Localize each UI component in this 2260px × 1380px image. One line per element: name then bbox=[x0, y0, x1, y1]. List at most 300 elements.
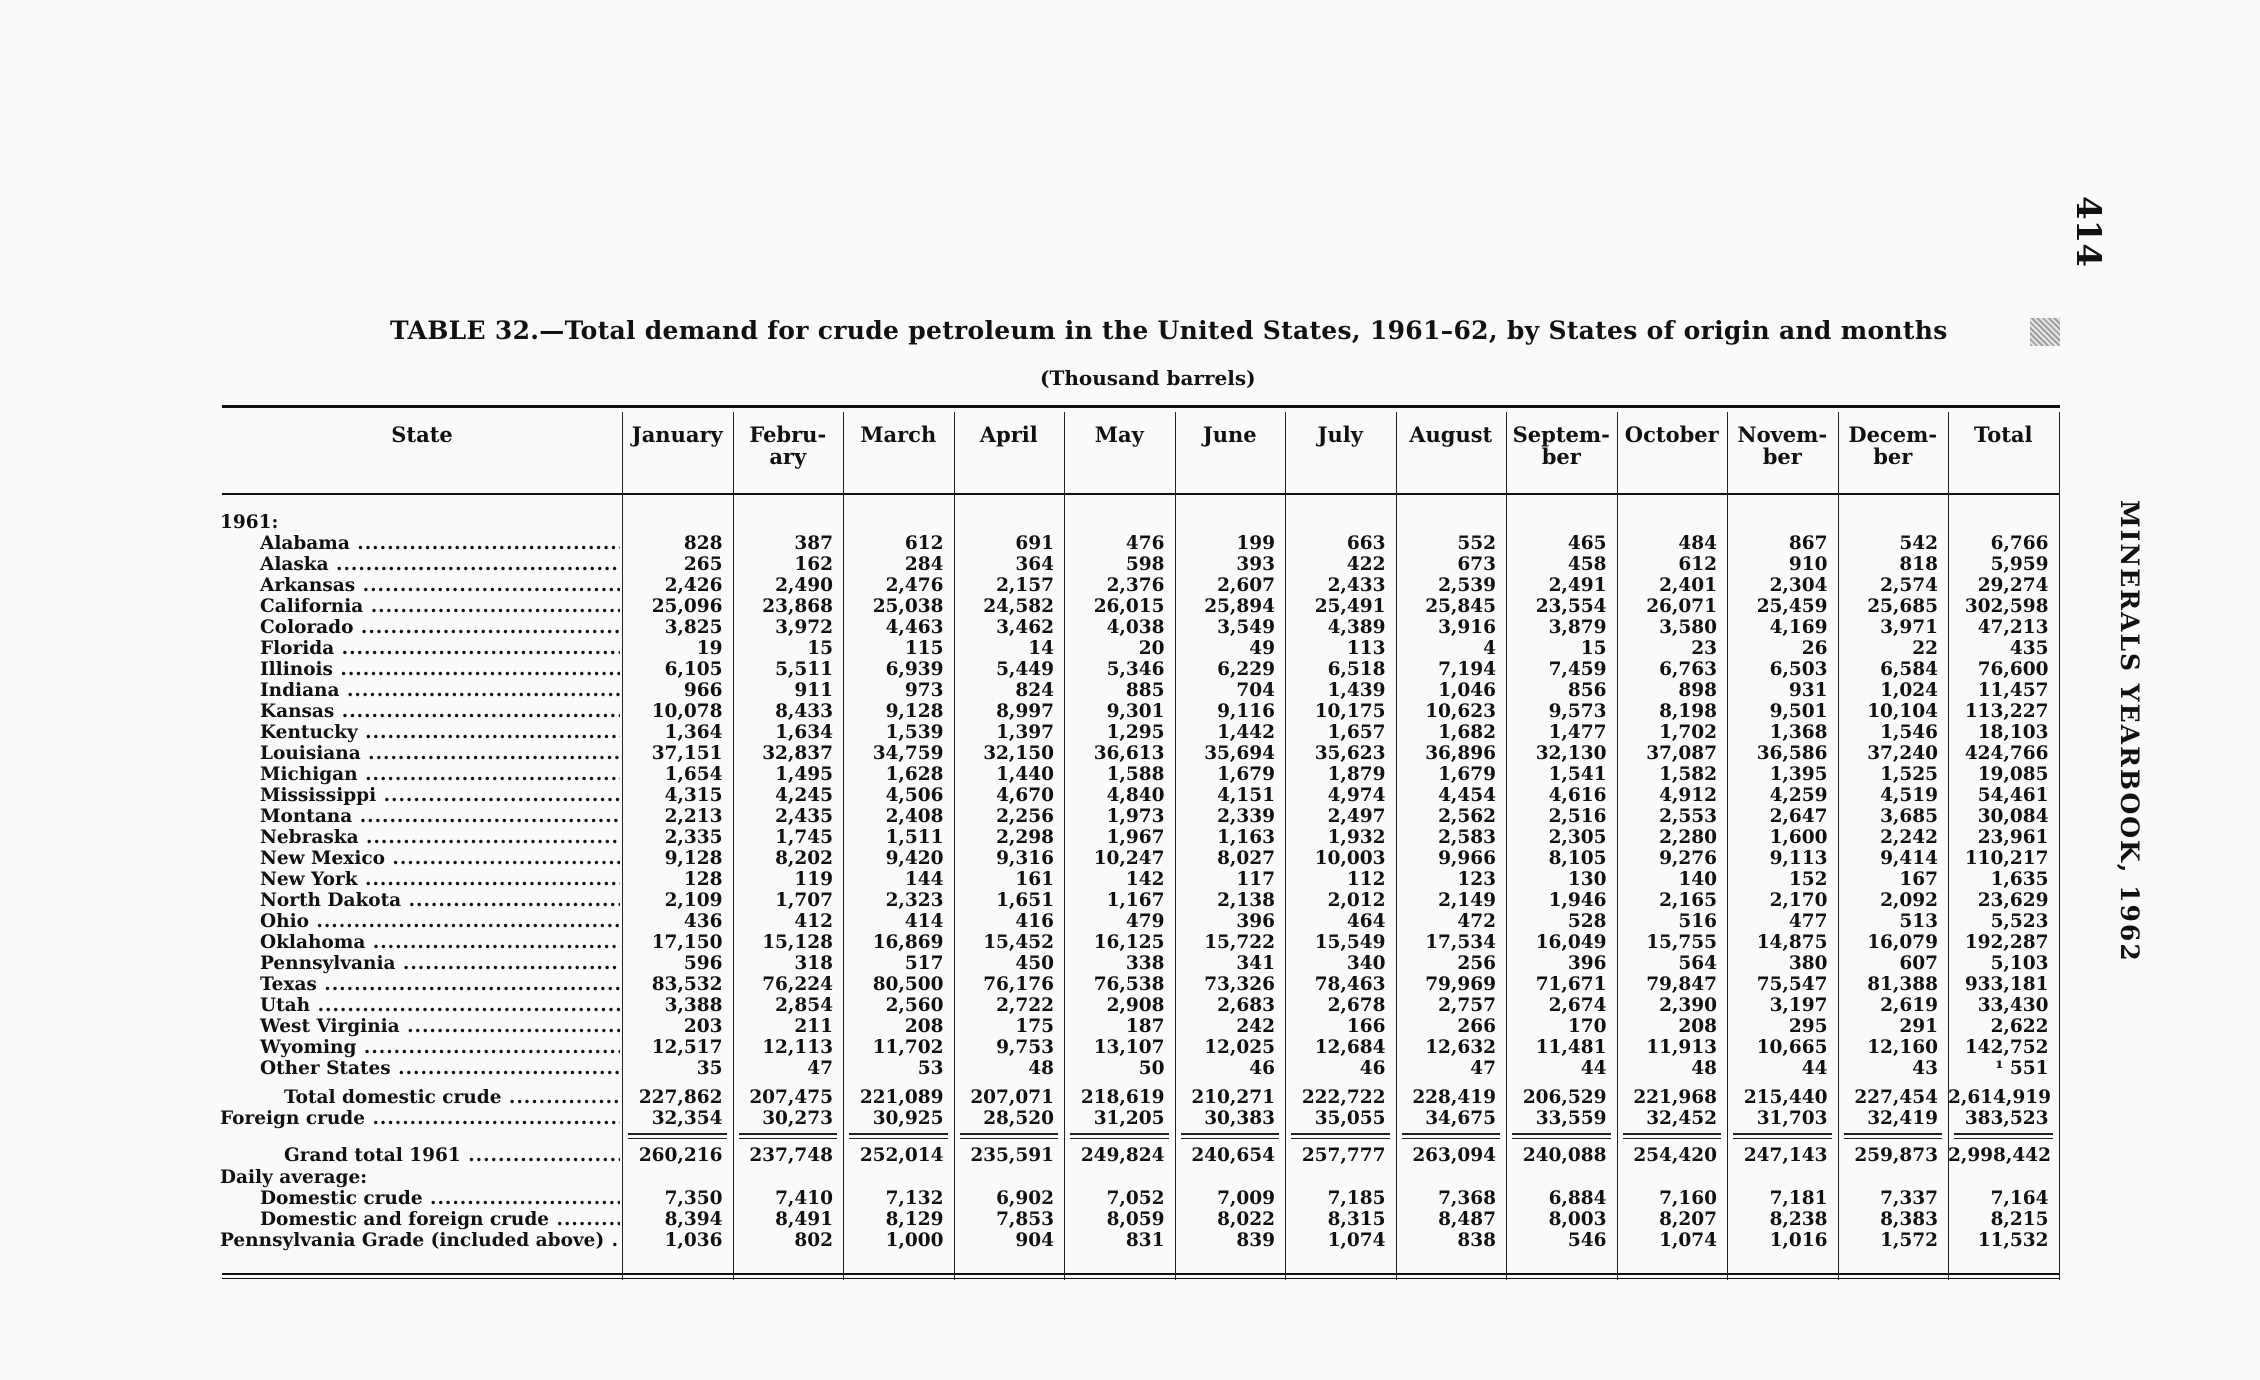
cell-value: 19 bbox=[696, 638, 723, 659]
table-row bbox=[220, 806, 2060, 827]
cell-value: 2,560 bbox=[885, 995, 944, 1016]
cell-value: 824 bbox=[1015, 680, 1054, 701]
cell-value: 8,202 bbox=[775, 848, 833, 869]
header-month: Decem- ber bbox=[1848, 422, 1938, 469]
cell-value: 7,052 bbox=[1106, 1188, 1165, 1209]
cell-value: 2,908 bbox=[1106, 995, 1165, 1016]
cell-value: 28,520 bbox=[983, 1108, 1054, 1129]
header-state: State bbox=[391, 422, 453, 447]
row-label: Texas bbox=[260, 974, 317, 995]
cell-value: 340 bbox=[1346, 953, 1386, 974]
table-row bbox=[220, 1108, 2060, 1129]
cell-value: 5,523 bbox=[1990, 911, 2049, 932]
cell-value: 30,925 bbox=[872, 1108, 944, 1129]
cell-value: 2,435 bbox=[775, 806, 833, 827]
cell-value: 4,315 bbox=[664, 785, 723, 806]
table-row bbox=[220, 974, 2060, 995]
cell-value: 2,280 bbox=[1659, 827, 1717, 848]
cell-value: 206,529 bbox=[1522, 1087, 1607, 1108]
cell-value: 22 bbox=[1912, 638, 1938, 659]
cell-value: 240,088 bbox=[1522, 1145, 1607, 1166]
table-row bbox=[220, 638, 2060, 659]
cell-value: 1,657 bbox=[1327, 722, 1386, 743]
cell-value: 911 bbox=[794, 680, 833, 701]
cell-value: 266 bbox=[1457, 1016, 1496, 1037]
cell-value: 47 bbox=[807, 1058, 833, 1079]
cell-value: 19,085 bbox=[1977, 764, 2049, 785]
sum-rule bbox=[960, 1138, 1059, 1139]
cell-value: 215,440 bbox=[1743, 1087, 1828, 1108]
cell-value: 35,623 bbox=[1314, 743, 1386, 764]
sum-rule bbox=[1623, 1133, 1722, 1135]
sum-rule bbox=[1291, 1138, 1390, 1139]
cell-value: 36,613 bbox=[1093, 743, 1165, 764]
table-unit: (Thousand barrels) bbox=[1040, 366, 1256, 390]
cell-value: 6,503 bbox=[1769, 659, 1828, 680]
sum-rule bbox=[1512, 1138, 1611, 1139]
sum-rule bbox=[1954, 1138, 2053, 1139]
cell-value: 465 bbox=[1567, 533, 1607, 554]
row-label: California bbox=[260, 596, 364, 617]
cell-value: 1,074 bbox=[1659, 1230, 1717, 1251]
cell-value: 8,394 bbox=[664, 1209, 723, 1230]
header-month: March bbox=[860, 422, 937, 447]
cell-value: 7,194 bbox=[1438, 659, 1496, 680]
cell-value: 8,383 bbox=[1880, 1209, 1938, 1230]
cell-value: 15,128 bbox=[762, 932, 833, 953]
cell-value: 13,107 bbox=[1093, 1037, 1165, 1058]
cell-value: 11,913 bbox=[1646, 1037, 1717, 1058]
cell-value: 7,181 bbox=[1769, 1188, 1828, 1209]
cell-value: 35,694 bbox=[1204, 743, 1275, 764]
cell-value: 8,215 bbox=[1990, 1209, 2049, 1230]
table-title: TABLE 32.—Total demand for crude petroleum in the United States, 1961–62, by States of origin and months bbox=[390, 316, 1948, 345]
leader-dots bbox=[340, 680, 621, 701]
cell-value: 2,607 bbox=[1217, 575, 1275, 596]
cell-value: 8,003 bbox=[1548, 1209, 1607, 1230]
cell-value: 1,654 bbox=[664, 764, 723, 785]
cell-value: 3,388 bbox=[664, 995, 723, 1016]
cell-value: 112 bbox=[1346, 869, 1386, 890]
cell-value: 30,383 bbox=[1204, 1108, 1275, 1129]
cell-value: 2,298 bbox=[996, 827, 1054, 848]
row-label: Daily average: bbox=[220, 1167, 368, 1188]
cell-value: 2,678 bbox=[1327, 995, 1386, 1016]
cell-value: 2,553 bbox=[1659, 806, 1717, 827]
sum-rule bbox=[1844, 1138, 1943, 1139]
cell-value: 76,224 bbox=[762, 974, 833, 995]
cell-value: 612 bbox=[1678, 554, 1717, 575]
cell-value: 2,109 bbox=[664, 890, 723, 911]
cell-value: 34,675 bbox=[1425, 1108, 1496, 1129]
cell-value: 517 bbox=[904, 953, 944, 974]
cell-value: 393 bbox=[1236, 554, 1275, 575]
cell-value: 2,335 bbox=[664, 827, 723, 848]
table-row bbox=[220, 596, 2060, 617]
cell-value: 704 bbox=[1236, 680, 1275, 701]
table-row bbox=[220, 1016, 2060, 1037]
cell-value: 23,554 bbox=[1535, 596, 1607, 617]
row-label: Total domestic crude bbox=[284, 1087, 502, 1108]
cell-value: 237,748 bbox=[749, 1145, 833, 1166]
table-row bbox=[220, 1188, 2060, 1209]
cell-value: 16,049 bbox=[1535, 932, 1607, 953]
cell-value: 528 bbox=[1567, 911, 1607, 932]
cell-value: 2,213 bbox=[664, 806, 723, 827]
cell-value: 110,217 bbox=[1964, 848, 2049, 869]
cell-value: 898 bbox=[1678, 680, 1717, 701]
header-month: May bbox=[1094, 422, 1144, 447]
cell-value: 254,420 bbox=[1633, 1145, 1717, 1166]
cell-value: 2,647 bbox=[1769, 806, 1828, 827]
leader-dots bbox=[365, 1108, 620, 1129]
cell-value: 43 bbox=[1912, 1058, 1938, 1079]
table-row bbox=[220, 911, 2060, 932]
cell-value: 1,572 bbox=[1880, 1230, 1938, 1251]
cell-value: 221,968 bbox=[1633, 1087, 1717, 1108]
cell-value: 17,534 bbox=[1425, 932, 1496, 953]
cell-value: 9,420 bbox=[885, 848, 944, 869]
cell-value: 1,745 bbox=[775, 827, 833, 848]
cell-value: 422 bbox=[1346, 554, 1386, 575]
leader-dots bbox=[423, 1188, 620, 1209]
cell-value: 119 bbox=[794, 869, 833, 890]
cell-value: 2,390 bbox=[1659, 995, 1717, 1016]
cell-value: 144 bbox=[904, 869, 944, 890]
cell-value: 24,582 bbox=[983, 596, 1054, 617]
table-row bbox=[220, 659, 2060, 680]
cell-value: 17,150 bbox=[651, 932, 723, 953]
cell-value: 1,167 bbox=[1106, 890, 1165, 911]
cell-value: 78,463 bbox=[1314, 974, 1386, 995]
cell-value: 1,546 bbox=[1880, 722, 1938, 743]
table-row bbox=[220, 617, 2060, 638]
table-row bbox=[220, 722, 2060, 743]
leader-dots bbox=[309, 911, 620, 932]
cell-value: 2,376 bbox=[1106, 575, 1165, 596]
cell-value: 8,433 bbox=[775, 701, 833, 722]
cell-value: 36,896 bbox=[1425, 743, 1496, 764]
cell-value: 32,150 bbox=[983, 743, 1054, 764]
cell-value: 3,685 bbox=[1880, 806, 1938, 827]
table-row bbox=[220, 995, 2060, 1016]
cell-value: 1,932 bbox=[1327, 827, 1386, 848]
cell-value: 37,240 bbox=[1867, 743, 1938, 764]
header-rule bbox=[222, 493, 2060, 495]
table-row bbox=[220, 554, 2060, 575]
header-month: Total bbox=[1973, 422, 2033, 447]
cell-value: 221,089 bbox=[859, 1087, 944, 1108]
cell-value: 10,175 bbox=[1314, 701, 1386, 722]
cell-value: 16,125 bbox=[1093, 932, 1165, 953]
cell-value: 1,973 bbox=[1106, 806, 1165, 827]
cell-value: 4,151 bbox=[1217, 785, 1275, 806]
cell-value: 175 bbox=[1015, 1016, 1054, 1037]
row-label: Louisiana bbox=[260, 743, 361, 764]
cell-value: 12,684 bbox=[1314, 1037, 1386, 1058]
cell-value: 414 bbox=[904, 911, 944, 932]
cell-value: 25,685 bbox=[1867, 596, 1938, 617]
cell-value: 2,722 bbox=[996, 995, 1054, 1016]
cell-value: 263,094 bbox=[1412, 1145, 1496, 1166]
cell-value: 76,600 bbox=[1977, 659, 2049, 680]
cell-value: 341 bbox=[1236, 953, 1275, 974]
cell-value: 867 bbox=[1788, 533, 1828, 554]
cell-value: 15,755 bbox=[1646, 932, 1717, 953]
leader-dots bbox=[358, 869, 620, 890]
cell-value: 2,998,442 bbox=[1948, 1145, 2051, 1166]
cell-value: 16,079 bbox=[1867, 932, 1938, 953]
cell-value: 1,967 bbox=[1106, 827, 1165, 848]
cell-value: 32,130 bbox=[1535, 743, 1607, 764]
table-row bbox=[220, 869, 2060, 890]
cell-value: 3,825 bbox=[664, 617, 723, 638]
cell-value: 49 bbox=[1249, 638, 1275, 659]
leader-dots bbox=[356, 1037, 620, 1058]
cell-value: 1,628 bbox=[885, 764, 944, 785]
cell-value: 7,410 bbox=[775, 1188, 833, 1209]
cell-value: 31,205 bbox=[1093, 1108, 1165, 1129]
cell-value: 1,679 bbox=[1217, 764, 1275, 785]
cell-value: 25,038 bbox=[872, 596, 944, 617]
table-row bbox=[220, 785, 2060, 806]
cell-value: 1,946 bbox=[1548, 890, 1607, 911]
cell-value: 4,454 bbox=[1438, 785, 1496, 806]
cell-value: 26,071 bbox=[1646, 596, 1717, 617]
cell-value: 2,491 bbox=[1548, 575, 1607, 596]
cell-value: 23,868 bbox=[762, 596, 833, 617]
leader-dots bbox=[361, 743, 620, 764]
cell-value: 2,757 bbox=[1438, 995, 1496, 1016]
cell-value: 15 bbox=[807, 638, 833, 659]
cell-value: 6,229 bbox=[1217, 659, 1275, 680]
leader-dots bbox=[353, 617, 620, 638]
cell-value: 9,966 bbox=[1438, 848, 1496, 869]
cell-value: 128 bbox=[683, 869, 723, 890]
cell-value: 552 bbox=[1457, 533, 1496, 554]
leader-dots bbox=[400, 1016, 620, 1037]
leader-dots bbox=[549, 1209, 620, 1230]
cell-value: 1,163 bbox=[1217, 827, 1275, 848]
cell-value: 416 bbox=[1015, 911, 1054, 932]
cell-value: 8,491 bbox=[775, 1209, 833, 1230]
leader-dots bbox=[385, 848, 620, 869]
table-row bbox=[220, 1209, 2060, 1230]
cell-value: 9,573 bbox=[1548, 701, 1607, 722]
leader-dots bbox=[461, 1145, 620, 1166]
cell-value: 3,549 bbox=[1217, 617, 1275, 638]
cell-value: 37,087 bbox=[1646, 743, 1717, 764]
cell-value: 9,501 bbox=[1769, 701, 1828, 722]
cell-value: 32,354 bbox=[651, 1108, 723, 1129]
cell-value: 2,562 bbox=[1438, 806, 1496, 827]
cell-value: 2,497 bbox=[1327, 806, 1386, 827]
row-label: Pennsylvania bbox=[260, 953, 396, 974]
cell-value: 2,256 bbox=[996, 806, 1054, 827]
cell-value: 546 bbox=[1567, 1230, 1607, 1251]
leader-dots bbox=[334, 638, 620, 659]
cell-value: 1,511 bbox=[885, 827, 944, 848]
cell-value: 4,245 bbox=[775, 785, 833, 806]
leader-dots bbox=[358, 722, 620, 743]
cell-value: 46 bbox=[1359, 1058, 1386, 1079]
cell-value: 257,777 bbox=[1301, 1145, 1386, 1166]
cell-value: 130 bbox=[1567, 869, 1607, 890]
cell-value: 23,961 bbox=[1977, 827, 2049, 848]
cell-value: 252,014 bbox=[859, 1145, 944, 1166]
cell-value: 46 bbox=[1249, 1058, 1275, 1079]
cell-value: 8,022 bbox=[1217, 1209, 1275, 1230]
cell-value: 338 bbox=[1125, 953, 1165, 974]
cell-value: 931 bbox=[1788, 680, 1828, 701]
cell-value: 2,138 bbox=[1217, 890, 1275, 911]
cell-value: 295 bbox=[1788, 1016, 1828, 1037]
cell-value: 240,654 bbox=[1191, 1145, 1275, 1166]
cell-value: 1,582 bbox=[1659, 764, 1717, 785]
cell-value: 2,092 bbox=[1880, 890, 1938, 911]
cell-value: 1,679 bbox=[1438, 764, 1496, 785]
table-row bbox=[220, 1167, 2060, 1188]
cell-value: 4,974 bbox=[1327, 785, 1386, 806]
cell-value: 318 bbox=[794, 953, 833, 974]
cell-value: 73,326 bbox=[1204, 974, 1275, 995]
cell-value: 113 bbox=[1346, 638, 1386, 659]
sum-rule bbox=[739, 1133, 838, 1135]
row-label: Utah bbox=[260, 995, 311, 1016]
cell-value: 9,753 bbox=[996, 1037, 1054, 1058]
cell-value: 81,388 bbox=[1867, 974, 1938, 995]
sum-rule bbox=[739, 1138, 838, 1139]
cell-value: 663 bbox=[1346, 533, 1386, 554]
cell-value: 1,368 bbox=[1769, 722, 1828, 743]
cell-value: 2,854 bbox=[775, 995, 833, 1016]
leader-dots bbox=[359, 827, 620, 848]
cell-value: 208 bbox=[904, 1016, 944, 1037]
cell-value: 4,506 bbox=[885, 785, 944, 806]
row-label: Nebraska bbox=[260, 827, 359, 848]
cell-value: 1,016 bbox=[1769, 1230, 1828, 1251]
cell-value: 14,875 bbox=[1756, 932, 1828, 953]
row-label: Domestic crude bbox=[260, 1188, 423, 1209]
sum-rule bbox=[1623, 1138, 1722, 1139]
table-row bbox=[220, 890, 2060, 911]
cell-value: 5,346 bbox=[1106, 659, 1165, 680]
cell-value: 192,287 bbox=[1964, 932, 2049, 953]
row-label: Mississippi bbox=[260, 785, 377, 806]
row-label: North Dakota bbox=[260, 890, 402, 911]
cell-value: 161 bbox=[1015, 869, 1054, 890]
cell-value: 256 bbox=[1457, 953, 1496, 974]
cell-value: 2,408 bbox=[885, 806, 944, 827]
cell-value: 79,847 bbox=[1646, 974, 1717, 995]
cell-value: 12,113 bbox=[762, 1037, 833, 1058]
cell-value: 265 bbox=[683, 554, 723, 575]
cell-value: 4,169 bbox=[1769, 617, 1828, 638]
cell-value: 20 bbox=[1138, 638, 1165, 659]
cell-value: 26,015 bbox=[1093, 596, 1165, 617]
cell-value: 9,113 bbox=[1769, 848, 1828, 869]
cell-value: 7,853 bbox=[996, 1209, 1054, 1230]
cell-value: 26 bbox=[1801, 638, 1828, 659]
cell-value: 1,702 bbox=[1659, 722, 1717, 743]
cell-value: 23 bbox=[1691, 638, 1717, 659]
cell-value: 203 bbox=[683, 1016, 723, 1037]
cell-value: 36,586 bbox=[1756, 743, 1828, 764]
cell-value: 828 bbox=[683, 533, 723, 554]
cell-value: 10,078 bbox=[651, 701, 723, 722]
cell-value: 4,038 bbox=[1106, 617, 1165, 638]
cell-value: 37,151 bbox=[651, 743, 723, 764]
cell-value: 9,128 bbox=[664, 848, 723, 869]
cell-value: 76,538 bbox=[1093, 974, 1165, 995]
cell-value: 14 bbox=[1028, 638, 1054, 659]
table-row bbox=[220, 1037, 2060, 1058]
cell-value: 3,580 bbox=[1659, 617, 1717, 638]
cell-value: 1,439 bbox=[1327, 680, 1386, 701]
cell-value: 4,463 bbox=[885, 617, 944, 638]
cell-value: 2,157 bbox=[996, 575, 1054, 596]
cell-value: 2,490 bbox=[775, 575, 833, 596]
leader-dots bbox=[376, 785, 620, 806]
cell-value: 8,105 bbox=[1548, 848, 1607, 869]
cell-value: 8,238 bbox=[1769, 1209, 1828, 1230]
page-number: 414 bbox=[2068, 196, 2108, 267]
sum-rule bbox=[1512, 1133, 1611, 1135]
sum-rule bbox=[960, 1133, 1059, 1135]
cell-value: 284 bbox=[904, 554, 944, 575]
cell-value: 227,862 bbox=[638, 1087, 723, 1108]
cell-value: 838 bbox=[1457, 1230, 1496, 1251]
cell-value: 9,414 bbox=[1880, 848, 1938, 869]
cell-value: 831 bbox=[1125, 1230, 1165, 1251]
cell-value: 933,181 bbox=[1964, 974, 2049, 995]
leader-dots bbox=[358, 764, 620, 785]
row-label: Oklahoma bbox=[260, 932, 366, 953]
leader-dots bbox=[352, 806, 620, 827]
cell-value: 2,242 bbox=[1880, 827, 1938, 848]
cell-value: 6,584 bbox=[1880, 659, 1938, 680]
cell-value: 152 bbox=[1788, 869, 1828, 890]
cell-value: 9,276 bbox=[1659, 848, 1717, 869]
cell-value: 477 bbox=[1788, 911, 1828, 932]
cell-value: 4,259 bbox=[1769, 785, 1828, 806]
sum-rule bbox=[849, 1138, 948, 1139]
cell-value: 3,462 bbox=[996, 617, 1054, 638]
leader-dots bbox=[355, 575, 620, 596]
cell-value: 8,198 bbox=[1659, 701, 1717, 722]
cell-value: 4,912 bbox=[1659, 785, 1717, 806]
cell-value: 542 bbox=[1899, 533, 1938, 554]
cell-value: 4,389 bbox=[1327, 617, 1386, 638]
cell-value: 6,884 bbox=[1548, 1188, 1607, 1209]
cell-value: 1,000 bbox=[885, 1230, 944, 1251]
table-row bbox=[220, 743, 2060, 764]
cell-value: 25,459 bbox=[1756, 596, 1828, 617]
cell-value: 612 bbox=[904, 533, 944, 554]
row-label: Ohio bbox=[260, 911, 309, 932]
cell-value: 6,766 bbox=[1990, 533, 2049, 554]
row-label: New York bbox=[260, 869, 358, 890]
cell-value: 208 bbox=[1678, 1016, 1717, 1037]
cell-value: 142 bbox=[1125, 869, 1165, 890]
cell-value: 458 bbox=[1567, 554, 1607, 575]
table-row bbox=[220, 932, 2060, 953]
cell-value: 1,525 bbox=[1880, 764, 1938, 785]
cell-value: 8,997 bbox=[996, 701, 1054, 722]
cell-value: 387 bbox=[794, 533, 833, 554]
cell-value: 1,074 bbox=[1327, 1230, 1386, 1251]
table-row bbox=[220, 1230, 2060, 1251]
